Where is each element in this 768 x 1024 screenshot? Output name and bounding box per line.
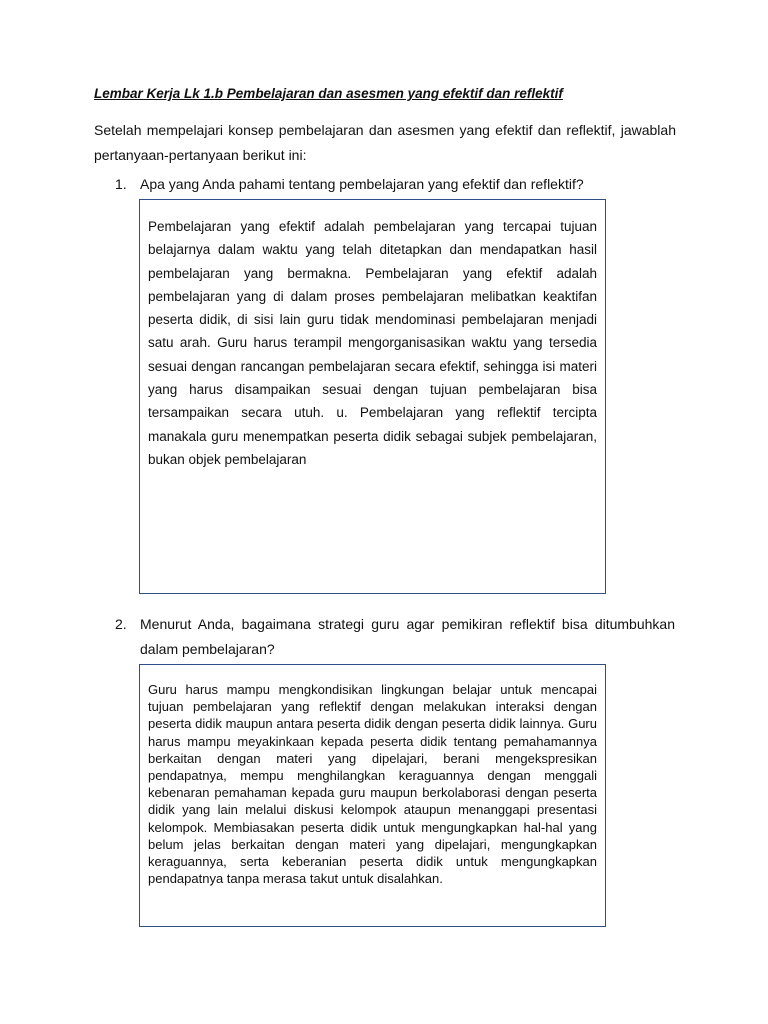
question-text: Apa yang Anda pahami tentang pembelajaran yang efektif dan reflektif? [140, 176, 584, 192]
answer-box-2 [139, 664, 606, 927]
question-2 [115, 612, 675, 662]
question-number: 2. [115, 616, 127, 632]
question-1 [115, 172, 675, 197]
answer-box-1 [139, 199, 606, 594]
intro-paragraph: Setelah mempelajari konsep pembelajaran dan asesmen yang efektif dan reflektif, jawablah pertanyaan-pertanyaan berikut ini: [94, 122, 676, 163]
question-text: Menurut Anda, bagaimana strategi guru agar pemikiran reflektif bisa ditumbuhkan dalam pembelajaran? [140, 616, 675, 657]
question-number: 1. [115, 176, 127, 192]
answer-text: Pembelajaran yang efektif adalah pembelajaran yang tercapai tujuan belajarnya dalam waktu yang telah ditetapkan dan mendapatkan hasil pembelajaran yang bermakna. Pembelajaran yang efektif adalah pembelajaran yang di dalam proses pembelajaran melibatkan keaktifan peserta didik, di sisi lain guru tidak mendominasi pembelajaran menjadi satu arah. Guru harus terampil mengorganisasikan waktu yang tersedia sesuai dengan rancangan pembelajaran secara efektif, sehingga isi materi yang harus disampaikan sesuai dengan tujuan pembelajaran bisa tersampaikan secara utuh. u. Pembelajaran yang reflektif tercipta manakala guru menempatkan peserta didik sebagai subjek pembelajaran, bukan objek pembelajaran [148, 219, 597, 467]
answer-text: Guru harus mampu mengkondisikan lingkungan belajar untuk mencapai tujuan pembelajaran yang reflektif dengan melakukan interaksi dengan peserta didik maupun antara peserta didik dengan peserta didik lainnya. Guru harus mampu meyakinkaan kepada peserta didik tentang pemahamannya berkaitan dengan materi yang dipelajari, berani mengekspresikan pendapatnya, mempu menghilangkan keraguannya dengan menggali kebenaran pemahaman kepada guru maupun berkolaborasi dengan peserta didik yang lain melalui diskusi kelompok ataupun menanggapi presentasi kelompok. Membiasakan peserta didik untuk mengungkapkan hal-hal yang belum jelas berkaitan dengan materi yang dipelajari, mengungkapkan keraguannya, serta keberanian peserta didik untuk mengungkapkan pendapatnya tanpa merasa takut untuk disalahkan. [148, 682, 597, 887]
worksheet-title: Lembar Kerja Lk 1.b Pembelajaran dan asesmen yang efektif dan reflektif [94, 86, 563, 101]
